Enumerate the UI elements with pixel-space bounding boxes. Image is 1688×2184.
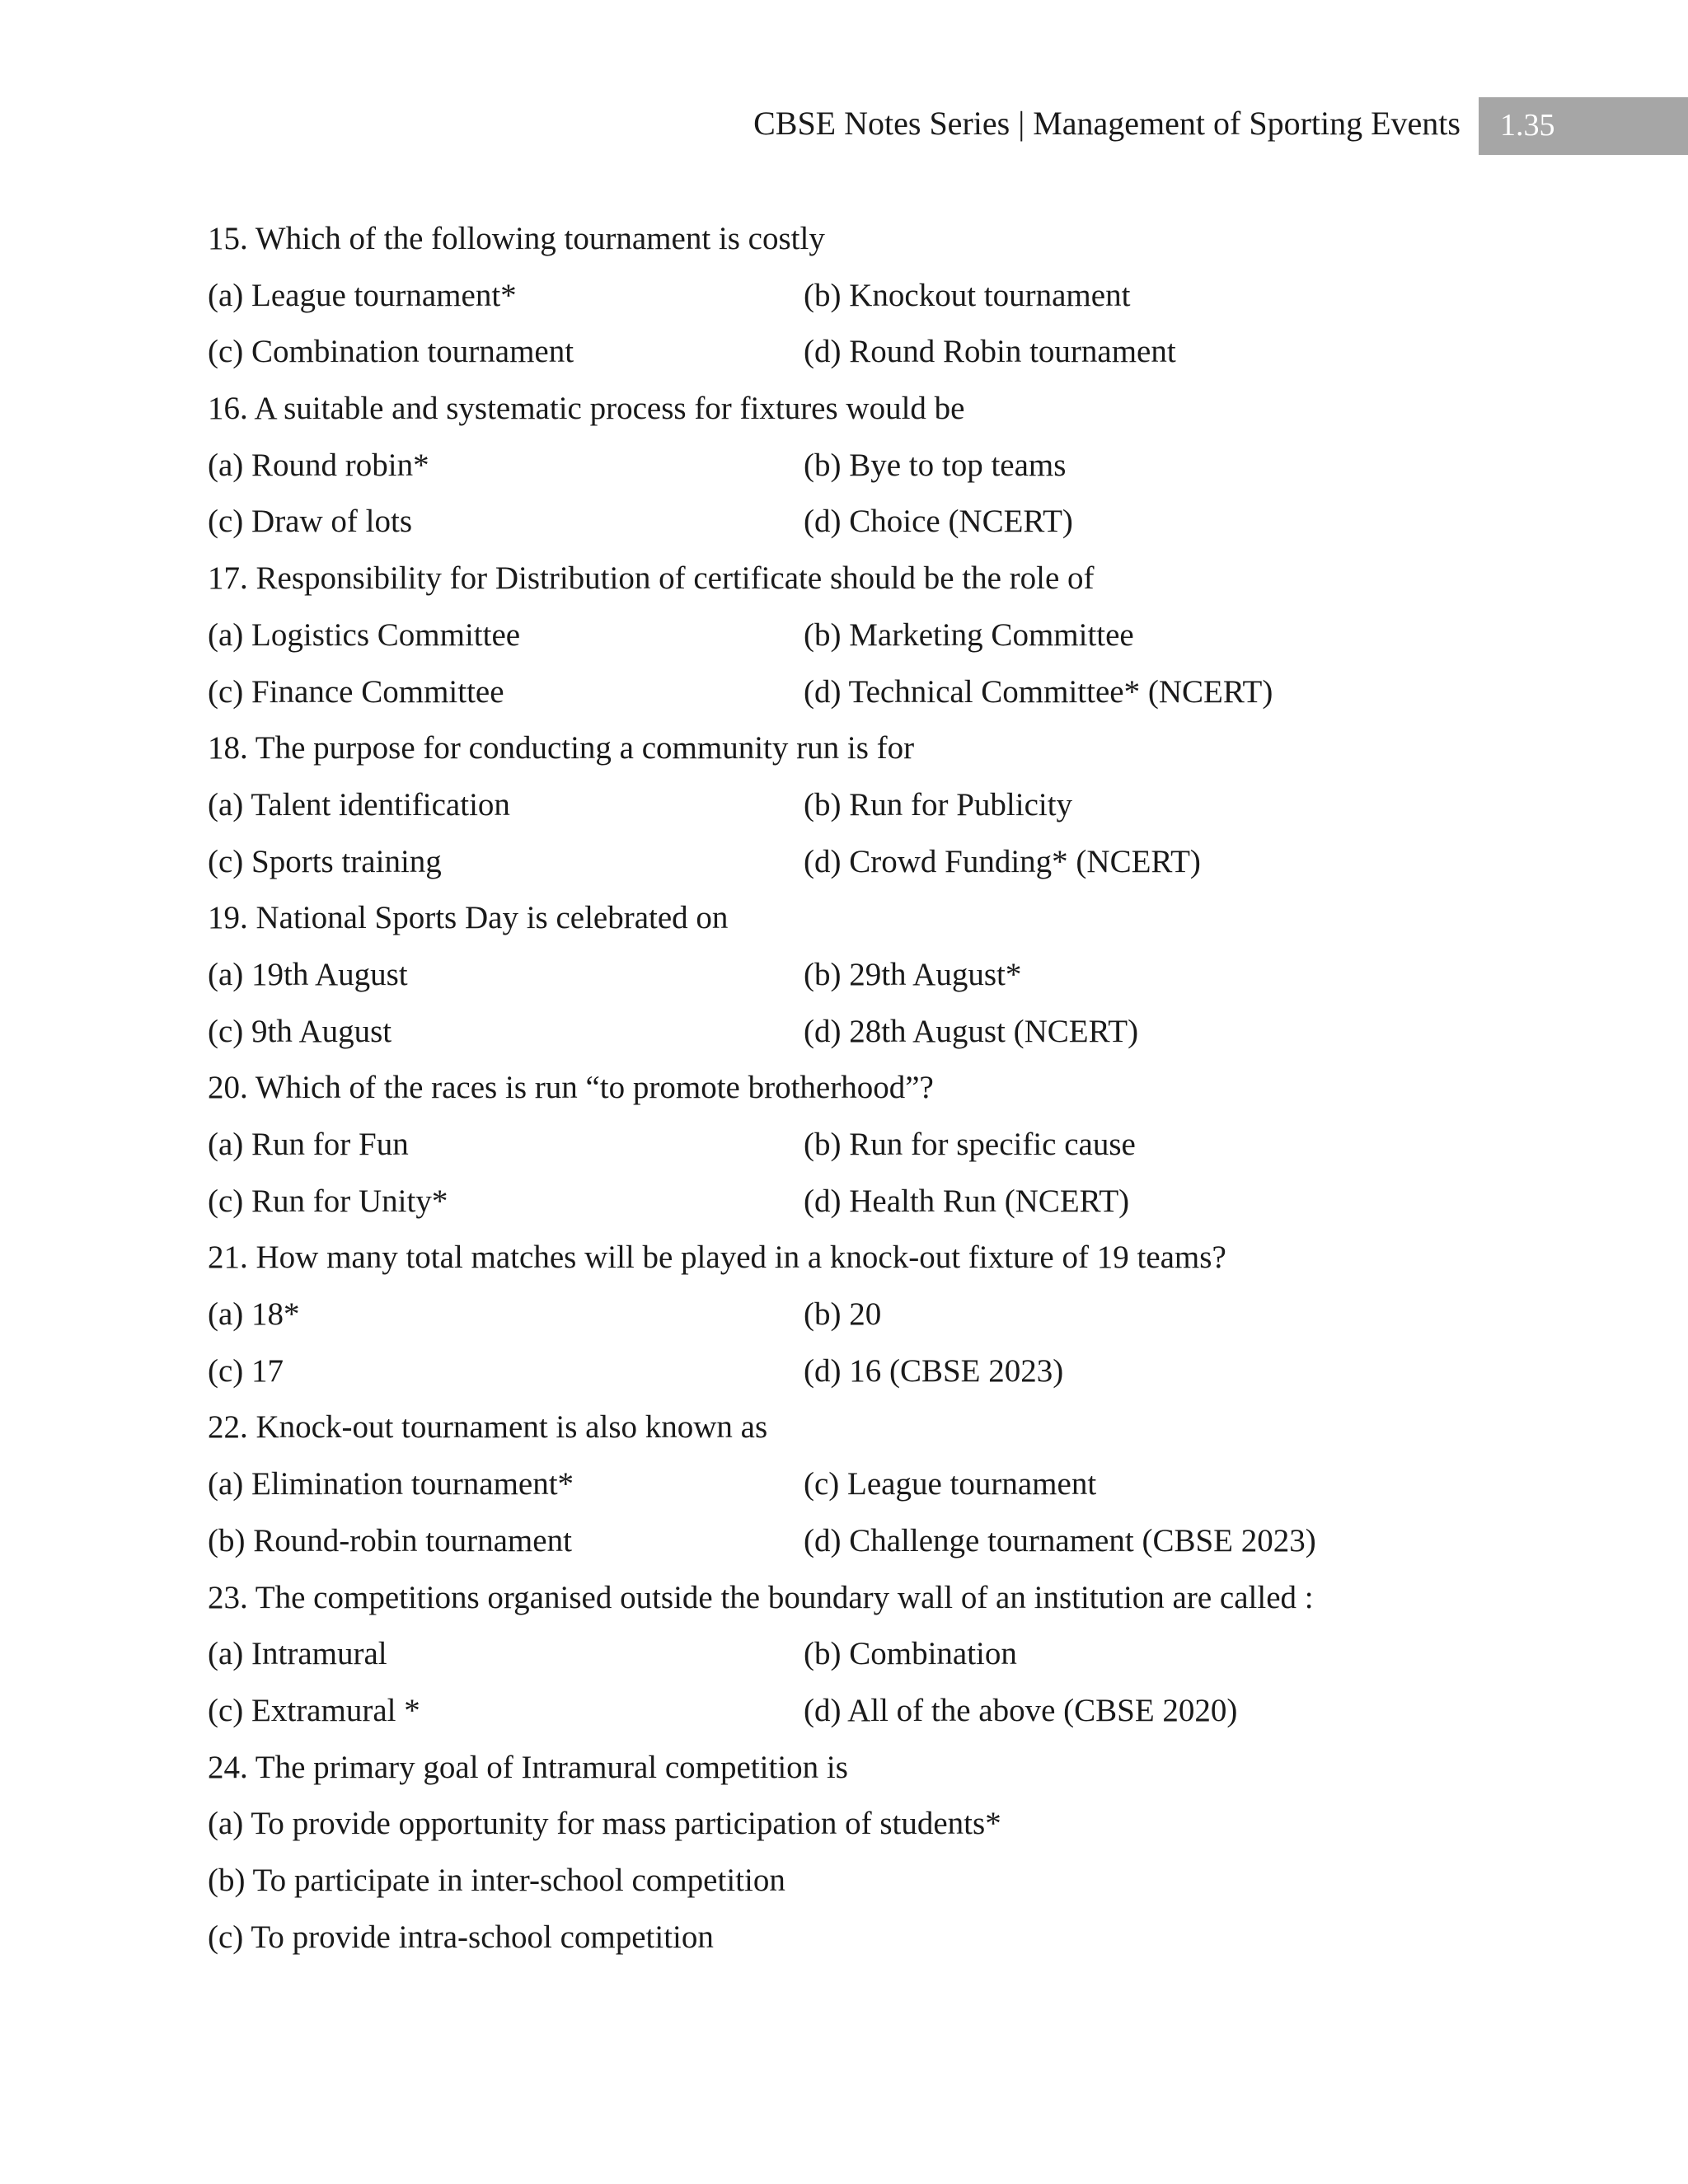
question-list (208, 211, 1609, 1966)
option-a: (a) 18* (208, 1296, 300, 1333)
option-d: (d) All of the above (CBSE 2020) (804, 1692, 1238, 1728)
question-15 (208, 211, 1609, 381)
option-row (208, 777, 1609, 834)
option-b: (b) To participate in inter-school competition (208, 1862, 785, 1898)
option-a: (a) Talent identification (208, 786, 510, 823)
option-d: (d) Choice (NCERT) (804, 504, 1073, 540)
question-text: 18. The purpose for conducting a community run is for (208, 730, 915, 766)
option-row (208, 664, 1609, 721)
option-d: (d) Challenge tournament (CBSE 2023) (804, 1522, 1316, 1558)
option-row (208, 324, 1609, 381)
question-text: 23. The competitions organised outside the boundary wall of an institution are called : (208, 1579, 1314, 1615)
option-row (208, 1004, 1609, 1061)
question-19 (208, 890, 1609, 1060)
option-row (208, 1626, 1609, 1683)
option-c: (c) League tournament (804, 1466, 1097, 1502)
page-number-badge (1479, 97, 1688, 155)
option-b: (b) Knockout tournament (804, 277, 1131, 313)
question-17 (208, 551, 1609, 720)
question-text: 17. Responsibility for Distribution of certificate should be the role of (208, 560, 1095, 597)
option-b: (b) Run for Publicity (804, 786, 1073, 823)
option-row (208, 947, 1609, 1004)
option-a: (a) Elimination tournament* (208, 1466, 574, 1502)
option-c: (c) 17 (208, 1352, 284, 1389)
option-d: (d) 16 (CBSE 2023) (804, 1352, 1064, 1389)
option-b: (b) Round-robin tournament (208, 1522, 572, 1558)
option-row (208, 607, 1609, 664)
option-c: (c) Extramural * (208, 1692, 420, 1728)
option-d: (d) Crowd Funding* (NCERT) (804, 843, 1201, 879)
option-row (208, 1456, 1609, 1513)
option-b: (b) Combination (804, 1636, 1017, 1672)
option-a: (a) Round robin* (208, 447, 429, 483)
option-row (208, 1513, 1609, 1570)
header-title: CBSE Notes Series | Management of Sporting Events (753, 105, 1461, 142)
option-b: (b) Marketing Committee (804, 616, 1134, 653)
question-18 (208, 720, 1609, 890)
question-text: 16. A suitable and systematic process for fixtures would be (208, 391, 965, 427)
option-c: (c) Run for Unity* (208, 1183, 448, 1219)
option-row (208, 1910, 1609, 1966)
option-b: (b) Run for specific cause (804, 1127, 1136, 1162)
question-23 (208, 1570, 1609, 1740)
option-c: (c) Combination tournament (208, 334, 574, 370)
question-22 (208, 1399, 1609, 1569)
option-a: (a) To provide opportunity for mass participation of students* (208, 1806, 1001, 1842)
option-b: (b) Bye to top teams (804, 447, 1067, 483)
option-d: (d) Technical Committee* (NCERT) (804, 673, 1273, 710)
question-text: 19. National Sports Day is celebrated on (208, 900, 729, 936)
option-row (208, 1853, 1609, 1910)
option-row (208, 268, 1609, 325)
option-row (208, 1286, 1609, 1343)
option-a: (a) Run for Fun (208, 1127, 409, 1162)
option-a: (a) Intramural (208, 1636, 387, 1672)
option-c: (c) Draw of lots (208, 504, 412, 540)
question-text: 15. Which of the following tournament is costly (208, 221, 825, 256)
option-a: (a) 19th August (208, 956, 408, 992)
question-text: 21. How many total matches will be played in a knock-out fixture of 19 teams? (208, 1240, 1226, 1276)
question-text: 24. The primary goal of Intramural competition is (208, 1749, 848, 1785)
option-a: (a) League tournament* (208, 277, 517, 313)
option-row (208, 1343, 1609, 1400)
question-20 (208, 1060, 1609, 1230)
option-row (208, 1174, 1609, 1230)
page-header (0, 97, 1688, 157)
page-number: 1.35 (1500, 108, 1555, 143)
question-text: 20. Which of the races is run “to promote brotherhood”? (208, 1070, 934, 1106)
option-d: (d) Health Run (NCERT) (804, 1183, 1130, 1219)
question-21 (208, 1230, 1609, 1399)
option-c: (c) 9th August (208, 1013, 392, 1049)
question-text: 22. Knock-out tournament is also known as (208, 1409, 768, 1446)
option-d: (d) 28th August (NCERT) (804, 1013, 1139, 1049)
question-16 (208, 381, 1609, 551)
option-row (208, 438, 1609, 494)
option-b: (b) 29th August* (804, 956, 1022, 992)
option-row (208, 1117, 1609, 1174)
option-row (208, 1796, 1609, 1853)
option-c: (c) Finance Committee (208, 673, 504, 710)
option-row (208, 494, 1609, 551)
option-c: (c) Sports training (208, 843, 442, 879)
option-a: (a) Logistics Committee (208, 616, 521, 653)
option-b: (b) 20 (804, 1296, 882, 1333)
option-row (208, 834, 1609, 891)
option-d: (d) Round Robin tournament (804, 334, 1176, 370)
question-24 (208, 1740, 1609, 1966)
option-row (208, 1683, 1609, 1740)
option-c: (c) To provide intra-school competition (208, 1919, 714, 1955)
